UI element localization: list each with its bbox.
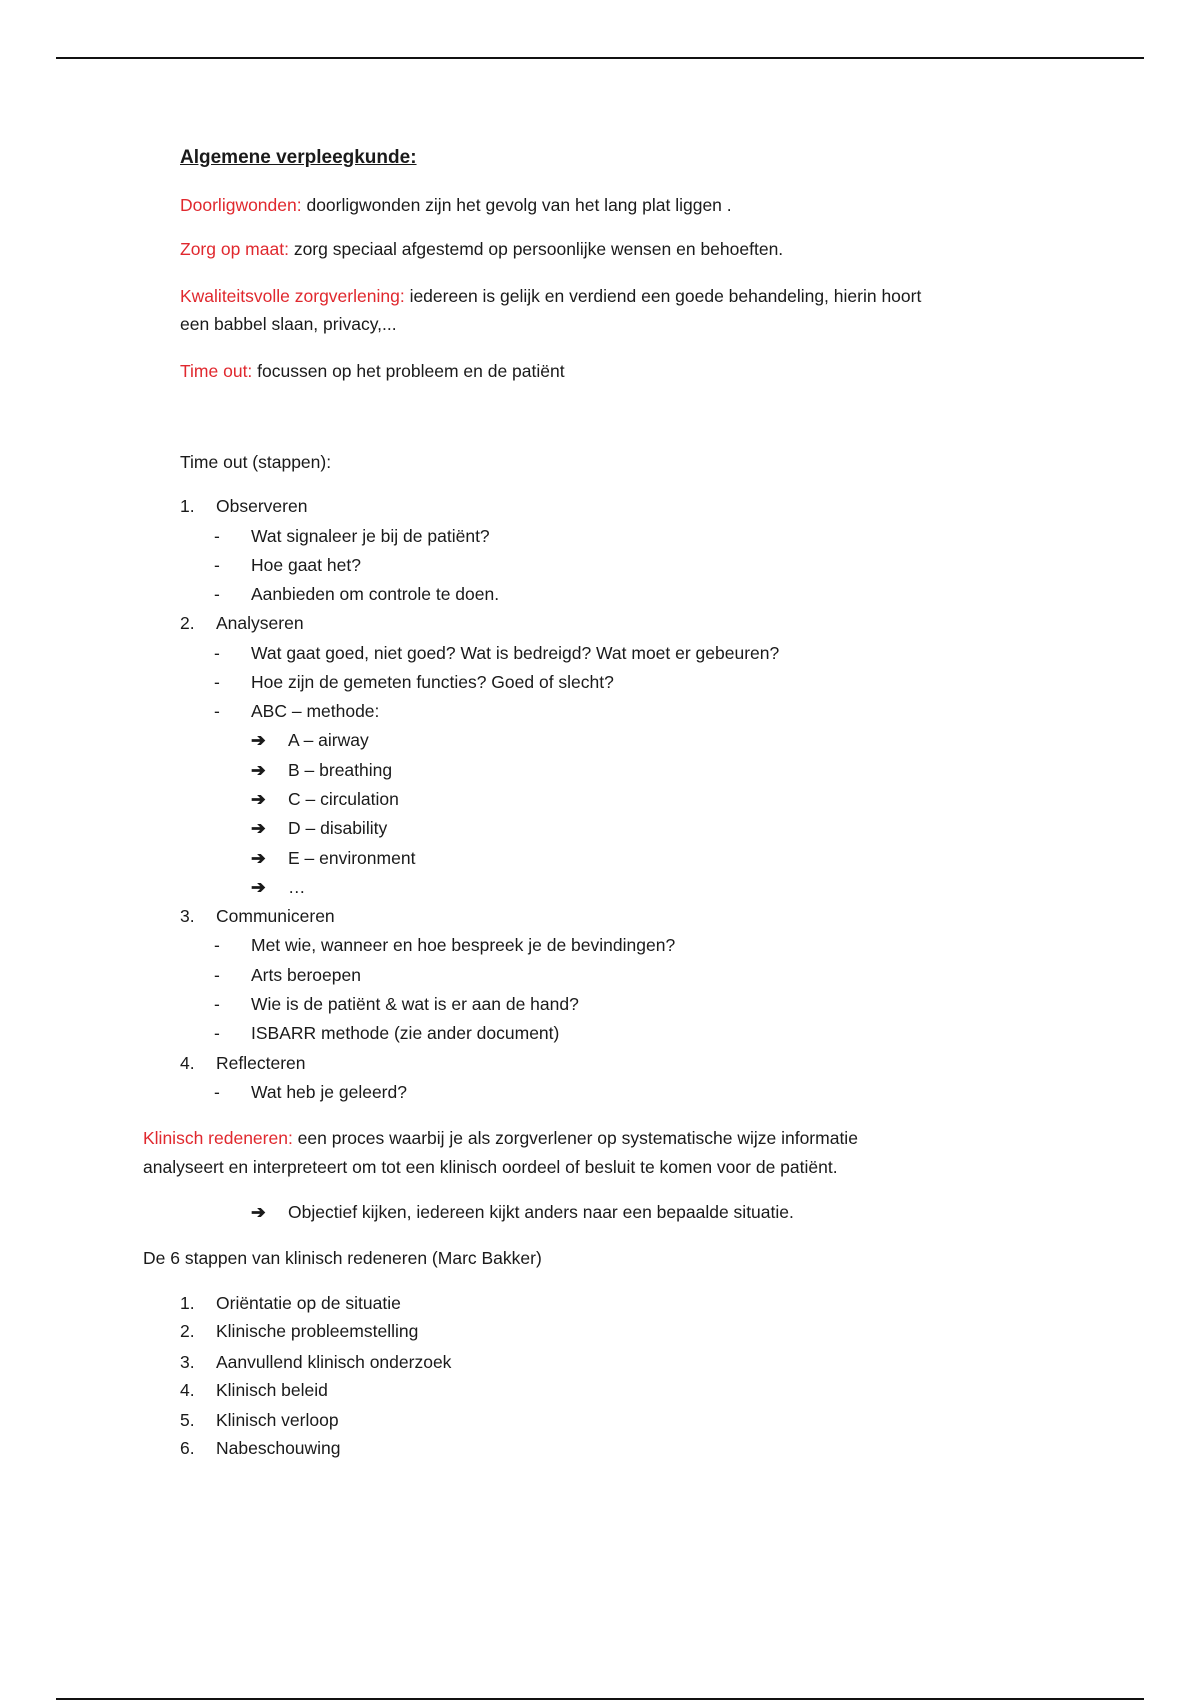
definition-term: Zorg op maat: (180, 239, 289, 259)
arrow-icon: ➔ (251, 730, 266, 750)
definition (180, 285, 921, 307)
page-title: Algemene verpleegkunde: (180, 147, 417, 168)
definition-text: zorg speciaal afgestemd op persoonlijke wensen en behoeften. (288, 239, 784, 259)
six-step-label: Klinische probleemstelling (216, 1321, 419, 1341)
timeout-heading: Time out (stappen): (180, 452, 332, 472)
six-steps-heading: De 6 stappen van klinisch redeneren (Marc Bakker) (143, 1248, 542, 1268)
step-item: Wat signaleer je bij de patiënt? (251, 526, 490, 546)
step-item: Met wie, wanneer en hoe bespreek je de bevindingen? (251, 935, 676, 955)
abc-item: … (288, 877, 306, 897)
step-number: 1. (180, 1293, 195, 1313)
bullet-dash-icon: - (214, 672, 220, 692)
definition-text: doorligwonden zijn het gevolg van het lang plat liggen . (301, 195, 732, 215)
bullet-dash-icon: - (214, 584, 220, 604)
arrow-icon: ➔ (251, 760, 266, 780)
klinisch-continuation: analyseert en interpreteert om tot een klinisch oordeel of besluit te komen voor de patiënt. (143, 1157, 838, 1177)
step-item: Hoe zijn de gemeten functies? Goed of slecht? (251, 672, 614, 692)
step-item: Wat heb je geleerd? (251, 1082, 407, 1102)
step-number: 4. (180, 1053, 195, 1073)
step-number: 3. (180, 906, 195, 926)
arrow-icon: ➔ (251, 1202, 266, 1222)
step-number: 5. (180, 1410, 195, 1430)
step-label: Analyseren (216, 613, 304, 633)
definition (180, 238, 783, 260)
step-number: 2. (180, 613, 195, 633)
six-step-label: Klinisch verloop (216, 1410, 339, 1430)
header-rule (56, 57, 1144, 59)
arrow-icon: ➔ (251, 848, 266, 868)
definition-text: iedereen is gelijk en verdiend een goede behandeling, hierin hoort (404, 286, 922, 306)
arrow-icon: ➔ (251, 877, 266, 897)
definition (180, 360, 565, 382)
step-label: Communiceren (216, 906, 335, 926)
step-item: Arts beroepen (251, 965, 361, 985)
step-item: Hoe gaat het? (251, 555, 361, 575)
step-number: 1. (180, 496, 195, 516)
bullet-dash-icon: - (214, 1082, 220, 1102)
definition-continuation: een babbel slaan, privacy,... (180, 314, 397, 334)
definition-text: een proces waarbij je als zorgverlener op systematische wijze informatie (292, 1128, 858, 1148)
step-number: 3. (180, 1352, 195, 1372)
definition (180, 194, 732, 216)
six-step-label: Oriëntatie op de situatie (216, 1293, 401, 1313)
definition-term: Klinisch redeneren: (143, 1128, 293, 1148)
six-step-label: Aanvullend klinisch onderzoek (216, 1352, 452, 1372)
definition-term: Time out: (180, 361, 253, 381)
bullet-dash-icon: - (214, 643, 220, 663)
definition-text: focussen op het probleem en de patiënt (252, 361, 565, 381)
step-label: Observeren (216, 496, 308, 516)
step-item: Wie is de patiënt & wat is er aan de hand? (251, 994, 579, 1014)
bullet-dash-icon: - (214, 1023, 220, 1043)
bullet-dash-icon: - (214, 965, 220, 985)
bullet-dash-icon: - (214, 526, 220, 546)
abc-item: C – circulation (288, 789, 399, 809)
arrow-icon: ➔ (251, 789, 266, 809)
step-item: ABC – methode: (251, 701, 380, 721)
bullet-dash-icon: - (214, 935, 220, 955)
definition-term: Kwaliteitsvolle zorgverlening: (180, 286, 405, 306)
six-step-label: Klinisch beleid (216, 1380, 328, 1400)
step-number: 4. (180, 1380, 195, 1400)
abc-item: B – breathing (288, 760, 393, 780)
abc-item: A – airway (288, 730, 369, 750)
step-number: 2. (180, 1321, 195, 1341)
definition-term: Doorligwonden: (180, 195, 302, 215)
arrow-icon: ➔ (251, 818, 266, 838)
step-number: 6. (180, 1438, 195, 1458)
klinisch-definition (143, 1127, 858, 1149)
bullet-dash-icon: - (214, 994, 220, 1014)
arrow-note: Objectief kijken, iedereen kijkt anders naar een bepaalde situatie. (288, 1202, 794, 1222)
abc-item: E – environment (288, 848, 416, 868)
step-label: Reflecteren (216, 1053, 306, 1073)
step-item: ISBARR methode (zie ander document) (251, 1023, 560, 1043)
bullet-dash-icon: - (214, 555, 220, 575)
abc-item: D – disability (288, 818, 388, 838)
step-item: Aanbieden om controle te doen. (251, 584, 500, 604)
step-item: Wat gaat goed, niet goed? Wat is bedreigd? Wat moet er gebeuren? (251, 643, 780, 663)
bullet-dash-icon: - (214, 701, 220, 721)
six-step-label: Nabeschouwing (216, 1438, 341, 1458)
